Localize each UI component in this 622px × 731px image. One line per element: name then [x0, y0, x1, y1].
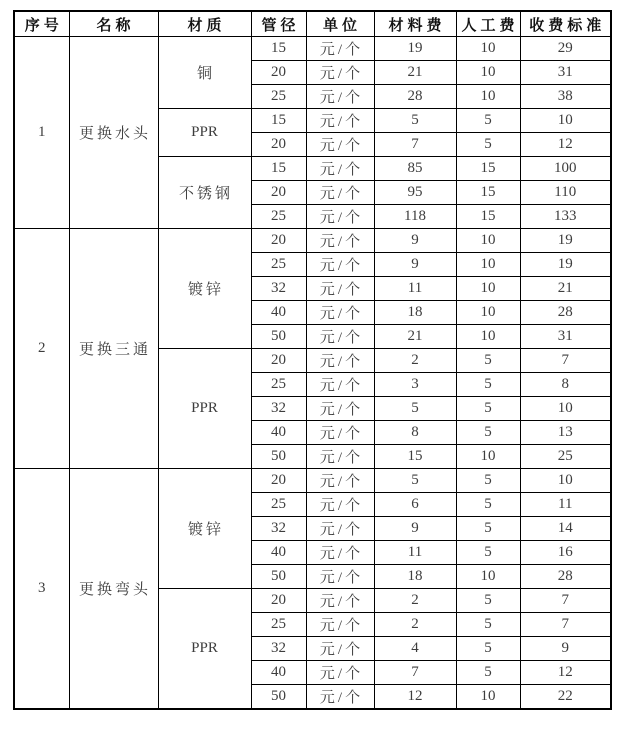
material-fee-cell: 12 — [374, 685, 456, 710]
fee-standard-cell: 100 — [520, 157, 611, 181]
fee-standard-cell: 16 — [520, 541, 611, 565]
diameter-cell: 20 — [251, 469, 306, 493]
diameter-cell: 32 — [251, 517, 306, 541]
fee-standard-cell: 11 — [520, 493, 611, 517]
unit-cell: 元/个 — [306, 373, 374, 397]
diameter-cell: 40 — [251, 421, 306, 445]
material-cell: 铜 — [158, 37, 251, 109]
labor-fee-cell: 5 — [456, 493, 520, 517]
labor-fee-cell: 10 — [456, 325, 520, 349]
unit-cell: 元/个 — [306, 277, 374, 301]
diameter-cell: 32 — [251, 277, 306, 301]
fee-standard-cell: 25 — [520, 445, 611, 469]
labor-fee-cell: 5 — [456, 349, 520, 373]
labor-fee-cell: 5 — [456, 613, 520, 637]
fee-standard-cell: 31 — [520, 325, 611, 349]
diameter-cell: 32 — [251, 637, 306, 661]
material-cell: PPR — [158, 109, 251, 157]
serial-cell: 3 — [14, 469, 69, 710]
material-fee-cell: 3 — [374, 373, 456, 397]
material-fee-cell: 18 — [374, 565, 456, 589]
diameter-cell: 25 — [251, 253, 306, 277]
material-fee-cell: 21 — [374, 61, 456, 85]
diameter-cell: 40 — [251, 541, 306, 565]
fee-standard-cell: 110 — [520, 181, 611, 205]
material-fee-cell: 6 — [374, 493, 456, 517]
unit-cell: 元/个 — [306, 37, 374, 61]
labor-fee-cell: 5 — [456, 373, 520, 397]
unit-cell: 元/个 — [306, 637, 374, 661]
labor-fee-cell: 5 — [456, 133, 520, 157]
material-fee-cell: 9 — [374, 229, 456, 253]
material-fee-cell: 28 — [374, 85, 456, 109]
fee-standard-cell: 13 — [520, 421, 611, 445]
table-row — [14, 37, 611, 61]
material-fee-cell: 2 — [374, 613, 456, 637]
labor-fee-cell: 5 — [456, 637, 520, 661]
unit-cell: 元/个 — [306, 325, 374, 349]
labor-fee-cell: 15 — [456, 157, 520, 181]
unit-cell: 元/个 — [306, 61, 374, 85]
unit-cell: 元/个 — [306, 397, 374, 421]
unit-cell: 元/个 — [306, 229, 374, 253]
labor-fee-cell: 5 — [456, 421, 520, 445]
material-fee-cell: 18 — [374, 301, 456, 325]
unit-cell: 元/个 — [306, 253, 374, 277]
unit-cell: 元/个 — [306, 133, 374, 157]
table-row — [14, 229, 611, 253]
unit-cell: 元/个 — [306, 493, 374, 517]
labor-fee-cell: 5 — [456, 469, 520, 493]
price-table-container — [13, 10, 612, 710]
labor-fee-cell: 10 — [456, 229, 520, 253]
header-name: 名称 — [69, 11, 158, 37]
diameter-cell: 20 — [251, 349, 306, 373]
diameter-cell: 20 — [251, 589, 306, 613]
header-serial: 序号 — [14, 11, 69, 37]
fee-standard-cell: 21 — [520, 277, 611, 301]
labor-fee-cell: 5 — [456, 589, 520, 613]
header-material: 材质 — [158, 11, 251, 37]
labor-fee-cell: 10 — [456, 445, 520, 469]
material-fee-cell: 4 — [374, 637, 456, 661]
unit-cell: 元/个 — [306, 589, 374, 613]
unit-cell: 元/个 — [306, 301, 374, 325]
unit-cell: 元/个 — [306, 541, 374, 565]
diameter-cell: 40 — [251, 301, 306, 325]
labor-fee-cell: 5 — [456, 541, 520, 565]
diameter-cell: 25 — [251, 205, 306, 229]
table-row — [14, 469, 611, 493]
labor-fee-cell: 5 — [456, 109, 520, 133]
table-header — [14, 11, 611, 37]
material-fee-cell: 5 — [374, 109, 456, 133]
serial-cell: 1 — [14, 37, 69, 229]
fee-standard-cell: 10 — [520, 469, 611, 493]
labor-fee-cell: 10 — [456, 85, 520, 109]
fee-standard-cell: 28 — [520, 565, 611, 589]
material-cell: 不锈钢 — [158, 157, 251, 229]
material-fee-cell: 7 — [374, 133, 456, 157]
diameter-cell: 15 — [251, 37, 306, 61]
unit-cell: 元/个 — [306, 565, 374, 589]
labor-fee-cell: 5 — [456, 517, 520, 541]
labor-fee-cell: 15 — [456, 181, 520, 205]
diameter-cell: 25 — [251, 373, 306, 397]
price-table — [13, 10, 612, 710]
diameter-cell: 15 — [251, 157, 306, 181]
material-cell: 镀锌 — [158, 469, 251, 589]
material-cell: 镀锌 — [158, 229, 251, 349]
header-unit: 单位 — [306, 11, 374, 37]
material-fee-cell: 8 — [374, 421, 456, 445]
diameter-cell: 50 — [251, 445, 306, 469]
labor-fee-cell: 10 — [456, 685, 520, 710]
labor-fee-cell: 5 — [456, 661, 520, 685]
unit-cell: 元/个 — [306, 205, 374, 229]
fee-standard-cell: 28 — [520, 301, 611, 325]
fee-standard-cell: 19 — [520, 253, 611, 277]
diameter-cell: 25 — [251, 85, 306, 109]
fee-standard-cell: 19 — [520, 229, 611, 253]
diameter-cell: 50 — [251, 565, 306, 589]
unit-cell: 元/个 — [306, 109, 374, 133]
labor-fee-cell: 10 — [456, 301, 520, 325]
material-fee-cell: 9 — [374, 517, 456, 541]
header-diameter: 管径 — [251, 11, 306, 37]
diameter-cell: 50 — [251, 685, 306, 710]
labor-fee-cell: 10 — [456, 61, 520, 85]
header-fee-standard: 收费标准 — [520, 11, 611, 37]
unit-cell: 元/个 — [306, 469, 374, 493]
fee-standard-cell: 7 — [520, 349, 611, 373]
fee-standard-cell: 14 — [520, 517, 611, 541]
material-cell: PPR — [158, 589, 251, 710]
header-labor-fee: 人工费 — [456, 11, 520, 37]
unit-cell: 元/个 — [306, 349, 374, 373]
material-fee-cell: 7 — [374, 661, 456, 685]
material-fee-cell: 19 — [374, 37, 456, 61]
diameter-cell: 40 — [251, 661, 306, 685]
labor-fee-cell: 15 — [456, 205, 520, 229]
fee-standard-cell: 29 — [520, 37, 611, 61]
fee-standard-cell: 7 — [520, 613, 611, 637]
table-body — [14, 37, 611, 710]
labor-fee-cell: 10 — [456, 37, 520, 61]
diameter-cell: 20 — [251, 133, 306, 157]
unit-cell: 元/个 — [306, 685, 374, 710]
diameter-cell: 15 — [251, 109, 306, 133]
fee-standard-cell: 31 — [520, 61, 611, 85]
labor-fee-cell: 10 — [456, 277, 520, 301]
serial-cell: 2 — [14, 229, 69, 469]
item-name-cell: 更换水头 — [69, 37, 158, 229]
material-fee-cell: 118 — [374, 205, 456, 229]
item-name-cell: 更换弯头 — [69, 469, 158, 710]
fee-standard-cell: 9 — [520, 637, 611, 661]
diameter-cell: 20 — [251, 229, 306, 253]
diameter-cell: 50 — [251, 325, 306, 349]
material-fee-cell: 11 — [374, 277, 456, 301]
diameter-cell: 20 — [251, 61, 306, 85]
labor-fee-cell: 10 — [456, 253, 520, 277]
material-cell: PPR — [158, 349, 251, 469]
material-fee-cell: 2 — [374, 589, 456, 613]
material-fee-cell: 15 — [374, 445, 456, 469]
material-fee-cell: 5 — [374, 469, 456, 493]
header-row — [14, 11, 611, 37]
diameter-cell: 25 — [251, 613, 306, 637]
fee-standard-cell: 38 — [520, 85, 611, 109]
diameter-cell: 20 — [251, 181, 306, 205]
item-name-cell: 更换三通 — [69, 229, 158, 469]
diameter-cell: 25 — [251, 493, 306, 517]
fee-standard-cell: 133 — [520, 205, 611, 229]
unit-cell: 元/个 — [306, 157, 374, 181]
material-fee-cell: 95 — [374, 181, 456, 205]
material-fee-cell: 11 — [374, 541, 456, 565]
fee-standard-cell: 22 — [520, 685, 611, 710]
labor-fee-cell: 5 — [456, 397, 520, 421]
unit-cell: 元/个 — [306, 181, 374, 205]
unit-cell: 元/个 — [306, 613, 374, 637]
fee-standard-cell: 12 — [520, 661, 611, 685]
labor-fee-cell: 10 — [456, 565, 520, 589]
fee-standard-cell: 12 — [520, 133, 611, 157]
material-fee-cell: 85 — [374, 157, 456, 181]
unit-cell: 元/个 — [306, 445, 374, 469]
unit-cell: 元/个 — [306, 517, 374, 541]
unit-cell: 元/个 — [306, 661, 374, 685]
fee-standard-cell: 10 — [520, 109, 611, 133]
material-fee-cell: 9 — [374, 253, 456, 277]
fee-standard-cell: 10 — [520, 397, 611, 421]
unit-cell: 元/个 — [306, 85, 374, 109]
diameter-cell: 32 — [251, 397, 306, 421]
material-fee-cell: 21 — [374, 325, 456, 349]
fee-standard-cell: 8 — [520, 373, 611, 397]
unit-cell: 元/个 — [306, 421, 374, 445]
fee-standard-cell: 7 — [520, 589, 611, 613]
header-material-fee: 材料费 — [374, 11, 456, 37]
material-fee-cell: 2 — [374, 349, 456, 373]
material-fee-cell: 5 — [374, 397, 456, 421]
